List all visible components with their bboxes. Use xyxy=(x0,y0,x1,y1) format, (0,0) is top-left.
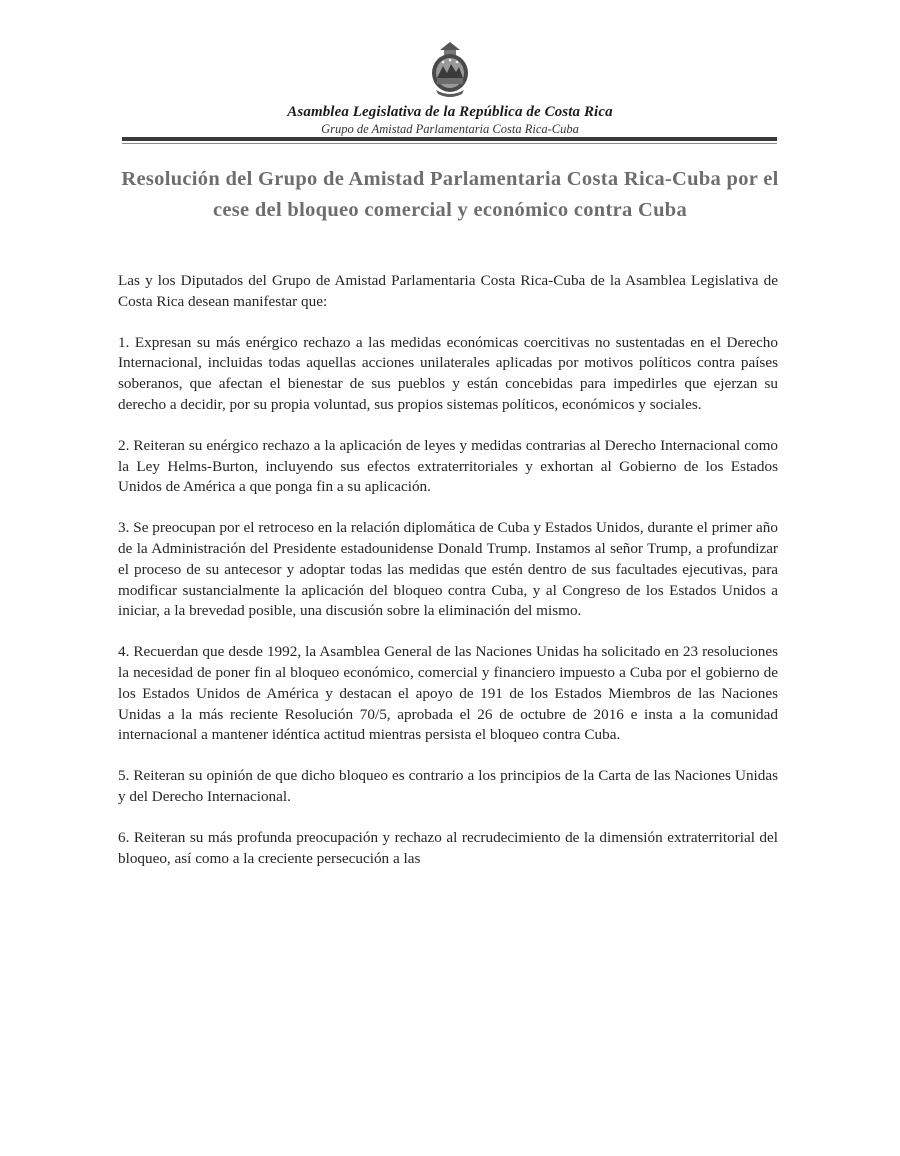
point-3: 3. Se preocupan por el retroceso en la relación diplomática de Cuba y Estados Unidos, durante el primer año de la Administración del Presidente estadounidense Donald Trump. Instamos al señor Trump, a profundizar el proceso de su antecesor y adoptar todas las medidas que estén dentro de sus facultades ejecutivas, para modificar sustancialmente la aplicación del bloqueo contra Cuba, y al Congreso de los Estados Unidos a iniciar, a la brevedad posible, una discusión sobre la eliminación del mismo. xyxy=(118,519,778,620)
point-5: 5. Reiteran su opinión de que dicho bloqueo es contrario a los principios de la Carta de las Naciones Unidas y del Derecho Internacional. xyxy=(118,767,778,805)
resolution-title: Resolución del Grupo de Amistad Parlamentaria Costa Rica-Cuba por el cese del bloqueo comercial y económico contra Cuba xyxy=(121,168,779,221)
point-4: 4. Recuerdan que desde 1992, la Asamblea General de las Naciones Unidas ha solicitado en 23 resoluciones la necesidad de poner fin al bloqueo económico, comercial y financiero impuesto a Cuba por el gobierno de los Estados Unidos de América y destacan el apoyo de 191 de los Estados Miembros de las Naciones Unidas a la más reciente Resolución 70/5, aprobada el 26 de octubre de 2016 e insta a la comunidad internacional a mantener idéntica actitud mientras persista el bloqueo contra Cuba. xyxy=(118,643,778,744)
point-6: 6. Reiteran su más profunda preocupación y rechazo al recrudecimiento de la dimensión extraterritorial del bloqueo, así como a la creciente persecución a las xyxy=(118,828,778,867)
costa-rica-coat-of-arms-icon xyxy=(426,40,474,100)
group-name: Grupo de Amistad Parlamentaria Costa Rica-Cuba xyxy=(321,122,579,136)
point-1: 1. Expresan su más enérgico rechazo a las medidas económicas coercitivas no sustentadas en el Derecho Internacional, incluidas todas aquellas acciones unilaterales aplicadas por motivos políticos contra países soberanos, que afectan el bienestar de sus pueblos y están concebidas para impedirles que ejerzan su derecho a decidir, por su propia voluntad, sus propios sistemas políticos, económicos y sociales. xyxy=(118,333,778,413)
organization-name: Asamblea Legislativa de la República de Costa Rica xyxy=(287,104,613,120)
intro-paragraph: Las y los Diputados del Grupo de Amistad Parlamentaria Costa Rica-Cuba de la Asamblea Legislativa de Costa Rica desean manifestar que: xyxy=(118,272,778,310)
document-body xyxy=(118,271,778,869)
header-rule xyxy=(122,137,777,141)
point-2: 2. Reiteran su enérgico rechazo a la aplicación de leyes y medidas contrarias al Derecho Internacional como la Ley Helms-Burton, incluyendo sus efectos extraterritoriales y exhortan al Gobierno de los Estados Unidos de América a que ponga fin a su aplicación. xyxy=(118,436,778,496)
letterhead xyxy=(0,40,900,137)
header-rule-thin xyxy=(122,143,777,144)
